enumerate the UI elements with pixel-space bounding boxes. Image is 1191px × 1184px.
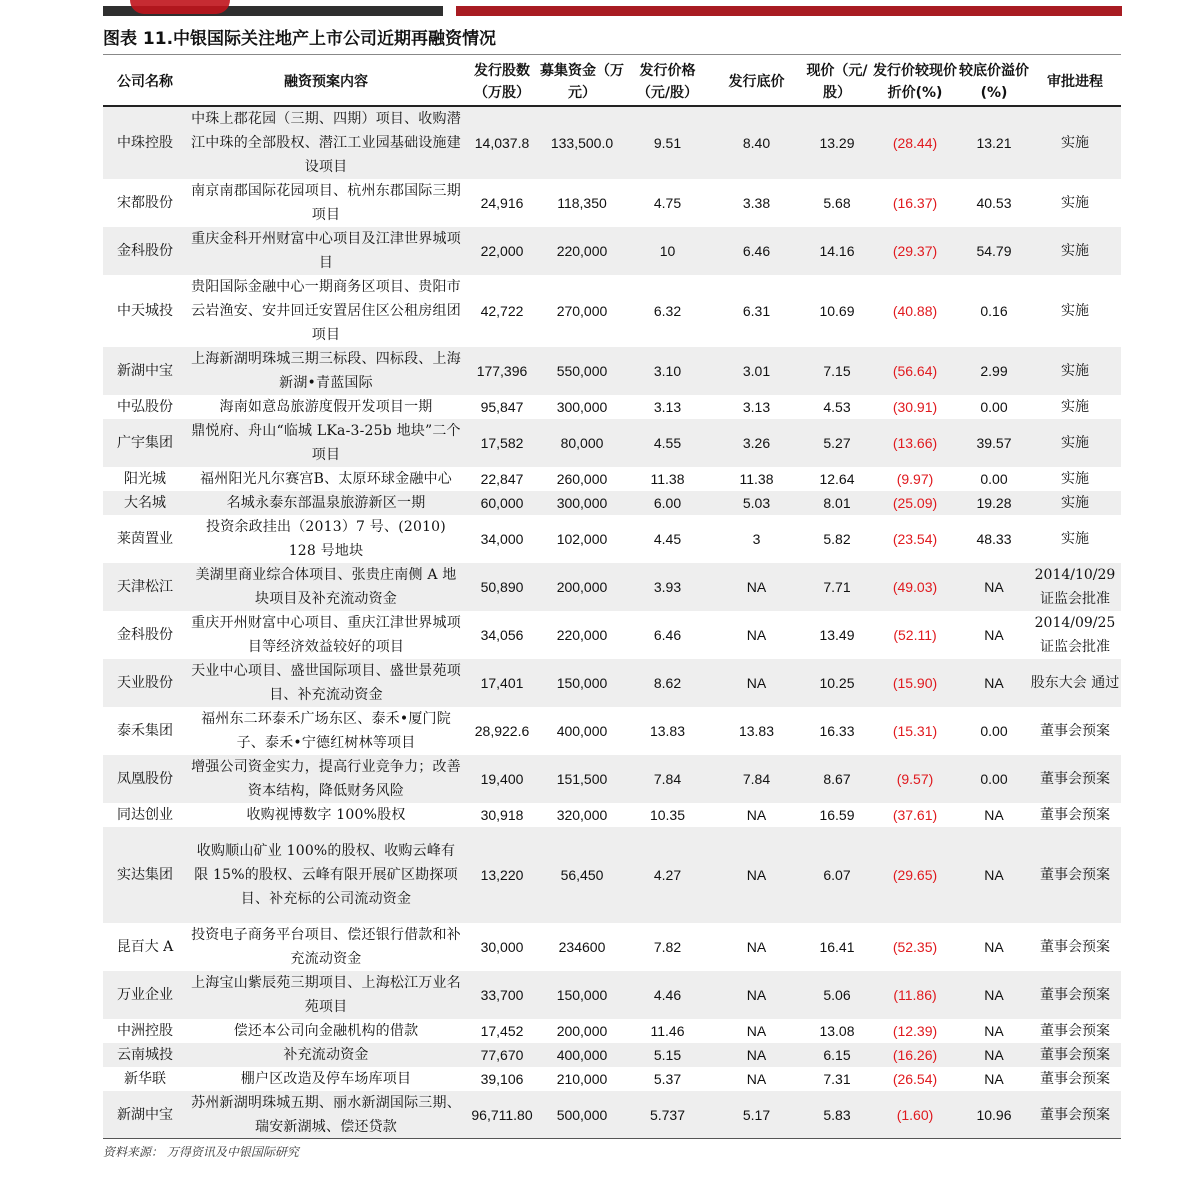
issue-price-cell: 6.32	[653, 303, 682, 319]
shares-cell: 22,847	[480, 471, 524, 487]
floor-price-cell: NA	[746, 1023, 767, 1039]
status-cell: 董事会预案	[1029, 827, 1121, 923]
funds-cell: 300,000	[556, 399, 608, 415]
funds-cell: 118,350	[557, 195, 607, 211]
current-price-cell: 5.27	[803, 419, 871, 467]
issue-price-cell: 7.84	[625, 755, 710, 803]
issue-price-cell: 7.82	[653, 939, 682, 955]
floor-premium-cell: 40.53	[976, 195, 1012, 211]
status-cell: 2014/09/25 证监会批准	[1034, 615, 1116, 655]
plan-cell: 南京南郡国际花园项目、杭州东郡国际三期项目	[191, 183, 461, 223]
plan-cell: 苏州新湖明珠城五期、丽水新湖国际三期、瑞安新湖城、偿还贷款	[187, 1091, 465, 1139]
current-price-cell: 5.68	[823, 195, 851, 211]
discount-cell: (16.37)	[892, 195, 938, 211]
discount-cell: (40.88)	[892, 303, 938, 319]
issue-price-cell: 8.62	[625, 659, 710, 707]
floor-price-cell: NA	[710, 1043, 803, 1067]
plan-cell: 上海新湖明珠城三期三标段、四标段、上海新湖•青蓝国际	[187, 347, 465, 395]
floor-price-cell: NA	[710, 659, 803, 707]
issue-price-cell: 3.13	[653, 399, 682, 415]
floor-premium-cell: 0.16	[980, 303, 1008, 319]
plan-cell: 天业中心项目、盛世国际项目、盛世景苑项目、补充流动资金	[187, 659, 465, 707]
company-cell: 中弘股份	[117, 399, 173, 415]
company-cell: 云南城投	[103, 1043, 187, 1067]
issue-price-cell: 3.93	[625, 563, 710, 611]
table-row	[103, 1067, 1121, 1091]
company-cell: 昆百大 A	[116, 939, 174, 955]
current-price-cell: 16.59	[819, 807, 855, 823]
current-price-cell: 16.41	[819, 939, 855, 955]
funds-cell: 320,000	[556, 807, 608, 823]
status-cell: 实施	[1061, 399, 1089, 415]
funds-cell: 133,500.0	[539, 106, 625, 179]
issue-price-cell: 4.75	[653, 195, 682, 211]
issue-price-cell: 3.10	[625, 347, 710, 395]
col-header-company: 公司名称	[103, 58, 187, 106]
table-body	[103, 106, 1121, 1139]
table-row	[103, 395, 1121, 419]
funds-cell: 200,000	[539, 563, 625, 611]
company-cell: 金科股份	[103, 227, 187, 275]
current-price-cell: 7.71	[803, 563, 871, 611]
table-row	[103, 803, 1121, 827]
shares-cell: 14,037.8	[465, 106, 539, 179]
plan-cell: 偿还本公司向金融机构的借款	[233, 1023, 419, 1039]
floor-price-cell: NA	[746, 627, 767, 643]
company-cell: 同达创业	[117, 807, 173, 823]
current-price-cell: 6.07	[803, 827, 871, 923]
floor-price-cell: 11.38	[739, 471, 774, 487]
col-header-issue-price: 发行价格（元/股）	[625, 58, 710, 106]
table-row	[103, 755, 1121, 803]
shares-cell: 96,711.80	[465, 1091, 539, 1139]
table-row	[103, 1091, 1121, 1139]
funds-cell: 150,000	[539, 659, 625, 707]
table-row	[103, 923, 1121, 971]
shares-cell: 77,670	[465, 1043, 539, 1067]
table-row	[103, 827, 1121, 923]
shares-cell: 28,922.6	[474, 723, 530, 739]
table-row	[103, 179, 1121, 227]
floor-price-cell: NA	[746, 939, 767, 955]
discount-cell: (11.86)	[871, 971, 959, 1019]
floor-premium-cell: NA	[959, 971, 1029, 1019]
table-row	[103, 971, 1121, 1019]
header-bar-red	[456, 6, 1122, 16]
table-row	[103, 1043, 1121, 1067]
floor-premium-cell: NA	[984, 807, 1004, 823]
col-header-current-price: 现价（元/股）	[803, 58, 871, 106]
funds-cell: 220,000	[539, 227, 625, 275]
discount-cell: (12.39)	[892, 1023, 938, 1039]
status-cell: 实施	[1029, 227, 1121, 275]
funds-cell: 200,000	[556, 1023, 608, 1039]
shares-cell: 24,916	[480, 195, 524, 211]
funds-cell: 150,000	[539, 971, 625, 1019]
plan-cell: 棚户区改造及停车场库项目	[240, 1071, 412, 1087]
current-price-cell: 7.15	[803, 347, 871, 395]
status-cell: 实施	[1029, 106, 1121, 179]
plan-cell: 重庆金科开州财富中心项目及江津世界城项目	[187, 227, 465, 275]
status-cell: 实施	[1061, 303, 1089, 319]
discount-cell: (15.31)	[892, 723, 938, 739]
funds-cell: 102,000	[556, 531, 608, 547]
floor-premium-cell: 13.21	[959, 106, 1029, 179]
floor-premium-cell: 0.00	[980, 471, 1008, 487]
col-header-shares: 发行股数（万股）	[465, 58, 539, 106]
company-cell: 金科股份	[117, 627, 173, 643]
floor-premium-cell: 54.79	[959, 227, 1029, 275]
discount-cell: (16.26)	[871, 1043, 959, 1067]
funds-cell: 210,000	[556, 1071, 608, 1087]
floor-price-cell: NA	[746, 1071, 767, 1087]
floor-premium-cell: NA	[959, 659, 1029, 707]
refinancing-table	[103, 58, 1121, 1139]
table-row	[103, 1019, 1121, 1043]
company-cell: 天津松江	[103, 563, 187, 611]
plan-cell: 海南如意岛旅游度假开发项目一期	[219, 399, 433, 415]
status-cell: 董事会预案	[1029, 1091, 1121, 1139]
table-row	[103, 106, 1121, 179]
funds-cell: 500,000	[539, 1091, 625, 1139]
discount-cell: (13.66)	[871, 419, 959, 467]
table-row	[103, 707, 1121, 755]
company-cell: 莱茵置业	[117, 531, 173, 547]
discount-cell: (52.11)	[893, 627, 937, 643]
shares-cell: 177,396	[465, 347, 539, 395]
floor-price-cell: 3	[752, 531, 761, 547]
floor-premium-cell: NA	[984, 939, 1004, 955]
floor-price-cell: 8.40	[710, 106, 803, 179]
table-row	[103, 515, 1121, 563]
funds-cell: 400,000	[539, 1043, 625, 1067]
shares-cell: 60,000	[465, 491, 539, 515]
title-divider	[103, 54, 1121, 55]
plan-cell: 补充流动资金	[187, 1043, 465, 1067]
funds-cell: 270,000	[556, 303, 608, 319]
floor-premium-cell: 10.96	[959, 1091, 1029, 1139]
issue-price-cell: 13.83	[649, 723, 686, 739]
issue-price-cell: 10	[625, 227, 710, 275]
issue-price-cell: 4.55	[625, 419, 710, 467]
current-price-cell: 5.82	[823, 531, 851, 547]
plan-cell: 增强公司资金实力，提高行业竞争力；改善资本结构，降低财务风险	[187, 755, 465, 803]
floor-price-cell: 6.31	[742, 303, 771, 319]
col-header-plan: 融资预案内容	[187, 58, 465, 106]
floor-premium-cell: NA	[959, 1043, 1029, 1067]
discount-cell: (23.54)	[892, 531, 938, 547]
discount-cell: (30.91)	[892, 399, 938, 415]
table-row	[103, 419, 1121, 467]
floor-price-cell: 5.17	[710, 1091, 803, 1139]
shares-cell: 13,220	[465, 827, 539, 923]
shares-cell: 17,452	[480, 1023, 524, 1039]
status-cell: 股东大会 通过	[1029, 659, 1121, 707]
current-price-cell: 13.29	[803, 106, 871, 179]
floor-premium-cell: NA	[959, 563, 1029, 611]
floor-price-cell: 7.84	[710, 755, 803, 803]
funds-cell: 151,500	[539, 755, 625, 803]
company-cell: 广宇集团	[103, 419, 187, 467]
status-cell: 董事会预案	[1040, 1071, 1110, 1087]
status-cell: 实施	[1029, 491, 1121, 515]
funds-cell: 220,000	[556, 627, 608, 643]
discount-cell: (52.35)	[892, 939, 938, 955]
floor-premium-cell: 0.00	[980, 723, 1008, 739]
floor-price-cell: NA	[710, 827, 803, 923]
plan-cell: 收购顺山矿业 100%的股权、收购云峰有限 15%的股权、云峰有限开展矿区勘探项目、补充标的公司流动资金	[187, 827, 465, 923]
plan-cell: 重庆开州财富中心项目、重庆江津世界城项目等经济效益较好的项目	[191, 615, 461, 655]
plan-cell: 中珠上郡花园（三期、四期）项目、收购潜江中珠的全部股权、潜江工业园基础设施建设项目	[187, 106, 465, 179]
table-row	[103, 563, 1121, 611]
figure-title: 图表 11.中银国际关注地产上市公司近期再融资情况	[103, 29, 497, 49]
current-price-cell: 10.69	[819, 303, 855, 319]
shares-cell: 19,400	[465, 755, 539, 803]
issue-price-cell: 5.737	[625, 1091, 710, 1139]
status-cell: 实施	[1029, 419, 1121, 467]
col-header-status: 审批进程	[1029, 58, 1121, 106]
current-price-cell: 7.31	[823, 1071, 851, 1087]
table-row	[103, 347, 1121, 395]
floor-premium-cell: 2.99	[959, 347, 1029, 395]
col-header-discount: 发行价较现价折价(%)	[871, 58, 959, 106]
current-price-cell: 13.08	[819, 1023, 855, 1039]
floor-price-cell: NA	[746, 807, 767, 823]
discount-cell: (9.97)	[896, 471, 934, 487]
company-cell: 实达集团	[103, 827, 187, 923]
company-cell: 天业股份	[103, 659, 187, 707]
current-price-cell: 13.49	[819, 627, 855, 643]
discount-cell: (9.57)	[871, 755, 959, 803]
plan-cell: 上海宝山紫辰苑三期项目、上海松江万业名苑项目	[187, 971, 465, 1019]
status-cell: 董事会预案	[1029, 755, 1121, 803]
funds-cell: 300,000	[539, 491, 625, 515]
plan-cell: 鼎悦府、舟山“临城 LKa-3-25b 地块”二个项目	[187, 419, 465, 467]
discount-cell: (28.44)	[871, 106, 959, 179]
discount-cell: (26.54)	[892, 1071, 938, 1087]
col-header-floor-price: 发行底价	[710, 58, 803, 106]
floor-premium-cell: 48.33	[976, 531, 1012, 547]
floor-price-cell: NA	[710, 971, 803, 1019]
company-cell: 宋都股份	[117, 195, 173, 211]
shares-cell: 30,918	[480, 807, 524, 823]
plan-cell: 福州东二环泰禾广场东区、泰禾•厦门院子、泰禾•宁德红树林等项目	[201, 711, 451, 751]
issue-price-cell: 4.45	[653, 531, 682, 547]
plan-cell: 收购视博数字 100%股权	[246, 807, 406, 823]
company-cell: 中天城投	[117, 303, 173, 319]
current-price-cell: 5.06	[803, 971, 871, 1019]
company-cell: 新湖中宝	[103, 347, 187, 395]
floor-price-cell: 3.01	[710, 347, 803, 395]
discount-cell: (25.09)	[871, 491, 959, 515]
issue-price-cell: 6.00	[625, 491, 710, 515]
shares-cell: 17,582	[465, 419, 539, 467]
floor-premium-cell: NA	[984, 627, 1004, 643]
company-cell: 新华联	[124, 1071, 166, 1087]
shares-cell: 50,890	[465, 563, 539, 611]
status-cell: 董事会预案	[1040, 1023, 1110, 1039]
shares-cell: 30,000	[480, 939, 524, 955]
table-row	[103, 611, 1121, 659]
issue-price-cell: 6.46	[653, 627, 682, 643]
current-price-cell: 8.67	[803, 755, 871, 803]
floor-price-cell: 3.38	[742, 195, 771, 211]
table-bottom-divider	[103, 1138, 1121, 1139]
col-header-funds: 募集资金（万元）	[539, 58, 625, 106]
table-header-row	[103, 58, 1121, 106]
current-price-cell: 10.25	[803, 659, 871, 707]
status-cell: 实施	[1061, 195, 1089, 211]
current-price-cell: 4.53	[823, 399, 851, 415]
shares-cell: 42,722	[480, 303, 524, 319]
shares-cell: 39,106	[480, 1071, 524, 1087]
plan-cell: 投资余政挂出（2013）7 号、(2010) 128 号地块	[206, 519, 446, 559]
funds-cell: 400,000	[556, 723, 608, 739]
discount-cell: (56.64)	[871, 347, 959, 395]
company-cell: 新湖中宝	[103, 1091, 187, 1139]
issue-price-cell: 4.27	[625, 827, 710, 923]
company-cell: 凤凰股份	[103, 755, 187, 803]
plan-cell: 投资电子商务平台项目、偿还银行借款和补充流动资金	[191, 927, 461, 967]
status-cell: 董事会预案	[1040, 807, 1110, 823]
current-price-cell: 16.33	[819, 723, 855, 739]
table-row	[103, 491, 1121, 515]
floor-price-cell: 6.46	[710, 227, 803, 275]
floor-price-cell: NA	[710, 563, 803, 611]
funds-cell: 260,000	[556, 471, 608, 487]
plan-cell: 福州阳光凡尔赛宫B、太原环球金融中心	[200, 471, 452, 487]
discount-cell: (37.61)	[892, 807, 938, 823]
table-row	[103, 467, 1121, 491]
shares-cell: 22,000	[465, 227, 539, 275]
status-cell: 董事会预案	[1040, 939, 1110, 955]
company-cell: 万业企业	[103, 971, 187, 1019]
discount-cell: (15.90)	[871, 659, 959, 707]
col-header-floor-premium: 较底价溢价(%)	[959, 58, 1029, 106]
floor-price-cell: 5.03	[710, 491, 803, 515]
floor-premium-cell: 19.28	[959, 491, 1029, 515]
company-cell: 泰禾集团	[117, 723, 173, 739]
brand-logo-icon	[130, 0, 230, 14]
floor-premium-cell: NA	[984, 1071, 1004, 1087]
funds-cell: 80,000	[539, 419, 625, 467]
company-cell: 中洲控股	[117, 1023, 173, 1039]
status-cell: 实施	[1061, 471, 1089, 487]
current-price-cell: 12.64	[819, 471, 855, 487]
shares-cell: 33,700	[465, 971, 539, 1019]
funds-cell: 550,000	[539, 347, 625, 395]
discount-cell: (29.65)	[871, 827, 959, 923]
current-price-cell: 5.83	[803, 1091, 871, 1139]
current-price-cell: 6.15	[803, 1043, 871, 1067]
funds-cell: 56,450	[539, 827, 625, 923]
floor-price-cell: 3.13	[742, 399, 771, 415]
company-cell: 阳光城	[124, 471, 166, 487]
shares-cell: 34,056	[480, 627, 524, 643]
funds-cell: 234600	[558, 939, 606, 955]
current-price-cell: 14.16	[803, 227, 871, 275]
floor-price-cell: 13.83	[738, 723, 775, 739]
status-cell: 2014/10/29 证监会批准	[1029, 563, 1121, 611]
shares-cell: 17,401	[465, 659, 539, 707]
status-cell: 实施	[1029, 347, 1121, 395]
status-cell: 实施	[1061, 531, 1089, 547]
table-row	[103, 227, 1121, 275]
status-cell: 董事会预案	[1029, 1043, 1121, 1067]
discount-cell: (1.60)	[871, 1091, 959, 1139]
floor-premium-cell: 0.00	[980, 399, 1008, 415]
discount-cell: (29.37)	[871, 227, 959, 275]
floor-price-cell: 3.26	[710, 419, 803, 467]
table-row	[103, 659, 1121, 707]
issue-price-cell: 11.46	[650, 1023, 685, 1039]
plan-cell: 贵阳国际金融中心一期商务区项目、贵阳市云岩渔安、安井回迁安置居住区公租房组团项目	[191, 279, 461, 343]
current-price-cell: 8.01	[803, 491, 871, 515]
issue-price-cell: 11.38	[650, 471, 685, 487]
shares-cell: 34,000	[480, 531, 524, 547]
issue-price-cell: 4.46	[625, 971, 710, 1019]
floor-premium-cell: NA	[959, 827, 1029, 923]
source-note: 资料来源： 万得资讯及中银国际研究	[103, 1145, 299, 1159]
discount-cell: (49.03)	[871, 563, 959, 611]
table-row	[103, 275, 1121, 347]
plan-cell: 名城永泰东部温泉旅游新区一期	[187, 491, 465, 515]
status-cell: 董事会预案	[1040, 723, 1110, 739]
floor-premium-cell: NA	[984, 1023, 1004, 1039]
plan-cell: 美湖里商业综合体项目、张贵庄南侧 A 地块项目及补充流动资金	[187, 563, 465, 611]
company-cell: 大名城	[103, 491, 187, 515]
shares-cell: 95,847	[480, 399, 524, 415]
company-cell: 中珠控股	[103, 106, 187, 179]
floor-premium-cell: 0.00	[959, 755, 1029, 803]
status-cell: 董事会预案	[1029, 971, 1121, 1019]
issue-price-cell: 10.35	[649, 807, 686, 823]
issue-price-cell: 5.37	[653, 1071, 682, 1087]
issue-price-cell: 9.51	[625, 106, 710, 179]
issue-price-cell: 5.15	[625, 1043, 710, 1067]
floor-premium-cell: 39.57	[959, 419, 1029, 467]
